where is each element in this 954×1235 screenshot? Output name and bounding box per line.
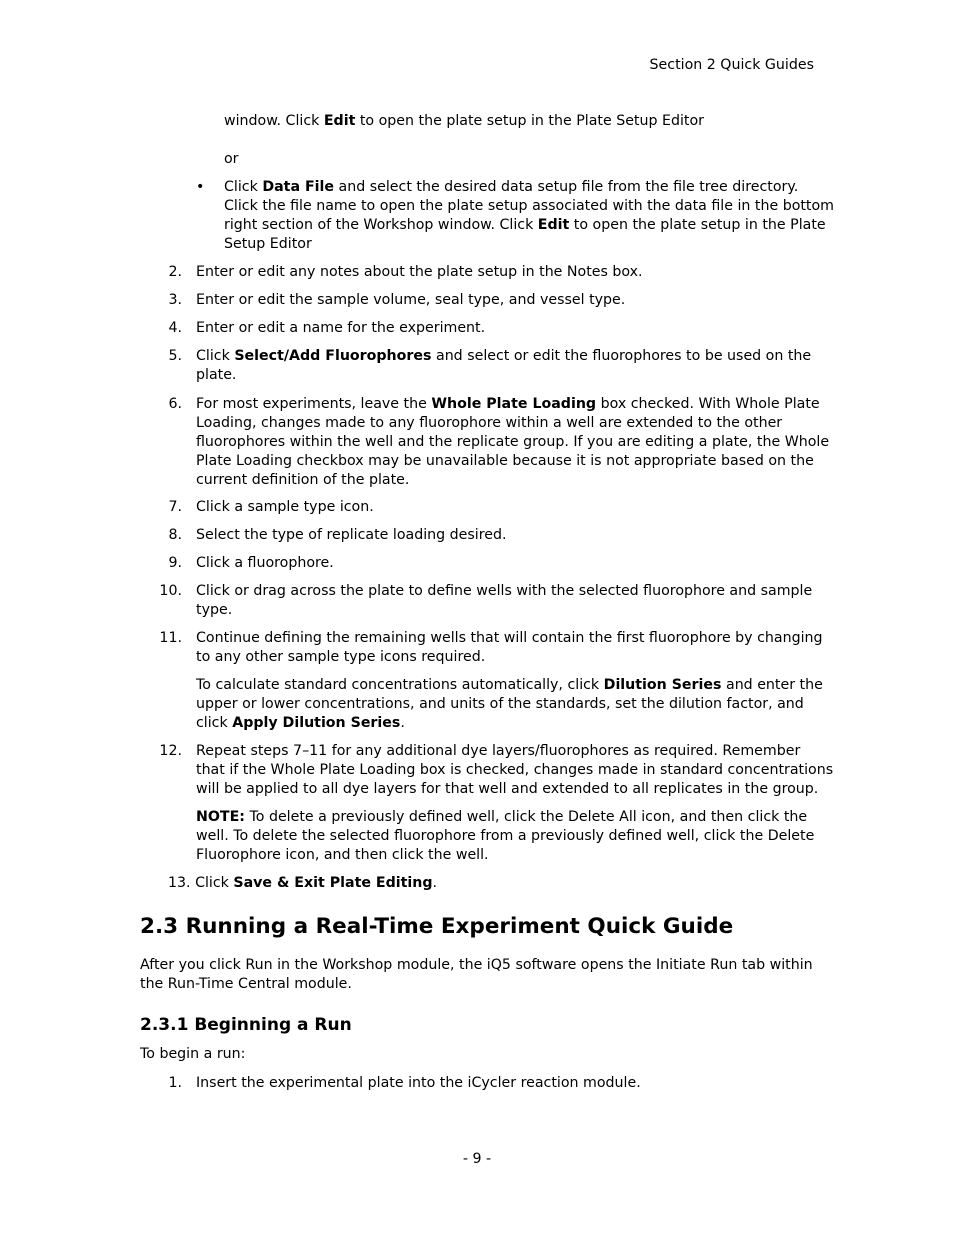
step-10-text: Click or drag across the plate to define wells with the selected fluorophore and sample type. — [196, 583, 813, 618]
step-11-text: Continue defining the remaining wells that will contain the first fluorophore by changing to any other sample type icons required. — [196, 630, 823, 665]
step-number: 3. — [168, 292, 182, 308]
run-step-1-text: Insert the experimental plate into the iCycler reaction module. — [196, 1075, 641, 1091]
step-number: 7. — [168, 499, 182, 515]
step-3-text: Enter or edit the sample volume, seal type, and vessel type. — [196, 292, 626, 308]
step-number: 5. — [168, 348, 182, 364]
step-7-text: Click a sample type icon. — [196, 499, 374, 515]
step-13-text: 13. Click Save & Exit Plate Editing. — [168, 875, 438, 891]
section-heading: 2.3 Running a Real-Time Experiment Quick Guide — [140, 914, 734, 939]
step-number: 4. — [168, 320, 182, 336]
step-12-text: Repeat steps 7–11 for any additional dye layers/fluorophores as required. Remember that if the Whole Plate Loading box is checked, changes made in standard concentrations will be applied to all dye layers for that well and extended to all replicates in the group. — [196, 743, 834, 797]
step-9-text: Click a fluorophore. — [196, 555, 334, 571]
bullet-marker: • — [196, 179, 205, 195]
step-6-text: For most experiments, leave the Whole Plate Loading box checked. With Whole Plate Loading, changes made to any fluorophore within a well are extended to the other fluorophores within the well and the replicate group. If you are editing a plate, the Whole Plate Loading checkbox may be unavailable because it is not appropriate based on the current definition of the plate. — [196, 396, 830, 488]
continuation-text: window. Click Edit to open the plate setup in the Plate Setup Editor — [224, 113, 704, 129]
bullet-data-file: Click Data File and select the desired data setup file from the file tree directory. Click the file name to open the plate setup associated with the data file in the bottom right section of the Workshop window. Click Edit to open the plate setup in the Plate Setup Editor — [224, 179, 835, 252]
step-number: 11. — [159, 630, 182, 646]
step-4-text: Enter or edit a name for the experiment. — [196, 320, 486, 336]
step-5-text: Click Select/Add Fluorophores and select or edit the fluorophores to be used on the plate. — [196, 348, 812, 383]
step-number: 2. — [168, 264, 182, 280]
note-label: NOTE: — [196, 809, 245, 825]
note-block: NOTE: To delete a previously defined well, click the Delete All icon, and then click the well. To delete the selected fluorophore from a previously defined well, click the Delete Fluorophore icon, and then click the well. — [196, 809, 815, 863]
dilution-series-note: To calculate standard concentrations automatically, click Dilution Series and enter the upper or lower concentrations, and units of the standards, set the dilution factor, and click Apply Dilution Series. — [196, 677, 823, 731]
step-number: 6. — [168, 396, 182, 412]
subsection-intro: To begin a run: — [140, 1046, 246, 1062]
step-8-text: Select the type of replicate loading desired. — [196, 527, 507, 543]
page-number: - 9 - — [462, 1151, 492, 1167]
step-number: 12. — [159, 743, 182, 759]
step-number: 9. — [168, 555, 182, 571]
or-text: or — [224, 151, 239, 167]
step-number: 1. — [168, 1075, 182, 1091]
step-number: 8. — [168, 527, 182, 543]
section-paragraph: After you click Run in the Workshop module, the iQ5 software opens the Initiate Run tab within the Run-Time Central module. — [140, 957, 813, 992]
step-number: 10. — [159, 583, 182, 599]
running-header: Section 2 Quick Guides — [649, 57, 814, 73]
step-2-text: Enter or edit any notes about the plate setup in the Notes box. — [196, 264, 643, 280]
subsection-heading: 2.3.1 Beginning a Run — [140, 1015, 352, 1035]
